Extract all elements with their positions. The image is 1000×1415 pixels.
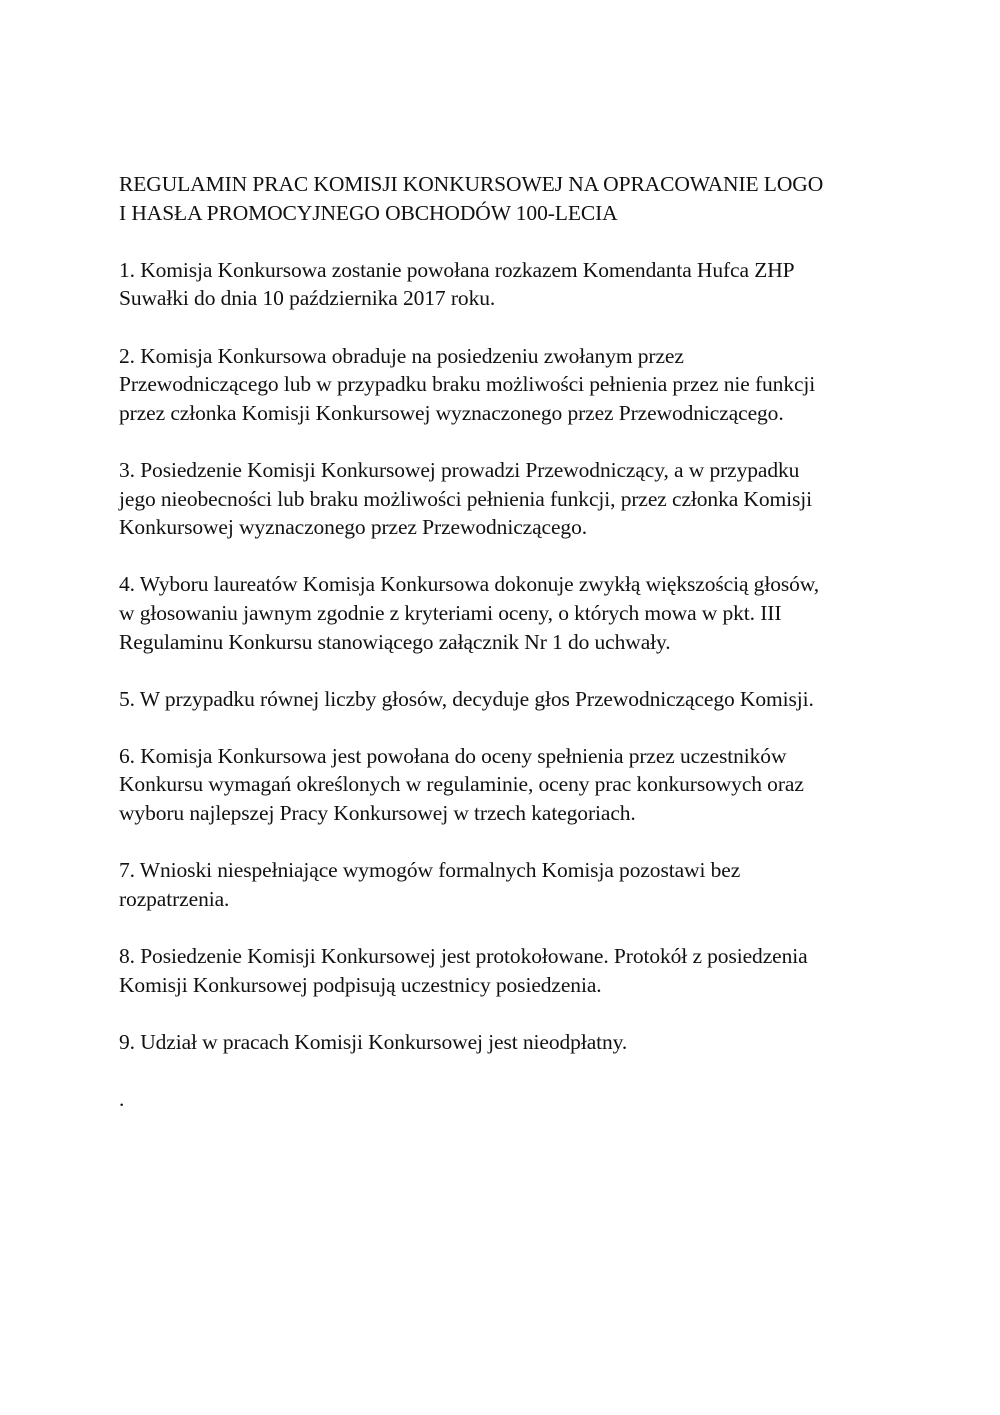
- paragraph-line: Konkursu wymagań określonych w regulaminie, oceny prac konkursowych oraz: [119, 772, 804, 797]
- paragraph-line: 8. Posiedzenie Komisji Konkursowej jest protokołowane. Protokół z posiedzenia: [119, 944, 808, 969]
- paragraph-line: jego nieobecności lub braku możliwości pełnienia funkcji, przez członka Komisji: [119, 486, 813, 511]
- paragraph-line: 4. Wyboru laureatów Komisja Konkursowa dokonuje zwykłą większością głosów,: [119, 572, 820, 597]
- paragraph-1: [119, 256, 899, 313]
- paragraph-line: przez członka Komisji Konkursowej wyznaczonego przez Przewodniczącego.: [119, 400, 784, 425]
- paragraph-line: 6. Komisja Konkursowa jest powołana do oceny spełnienia przez uczestników: [119, 743, 787, 768]
- paragraph-line: 7. Wnioski niespełniające wymogów formalnych Komisja pozostawi bez: [119, 858, 741, 883]
- paragraph-line: w głosowaniu jawnym zgodnie z kryteriami oceny, o których mowa w pkt. III: [119, 600, 782, 625]
- paragraph-line: wyboru najlepszej Pracy Konkursowej w trzech kategoriach.: [119, 801, 636, 826]
- paragraph-3: [119, 456, 899, 542]
- paragraph-line: Komisji Konkursowej podpisują uczestnicy posiedzenia.: [119, 972, 602, 997]
- paragraph-line: Regulaminu Konkursu stanowiącego załącznik Nr 1 do uchwały.: [119, 629, 671, 654]
- paragraph-5: [119, 685, 899, 714]
- paragraph-line: 1. Komisja Konkursowa zostanie powołana rozkazem Komendanta Hufca ZHP: [119, 257, 795, 282]
- paragraph-line: 9. Udział w pracach Komisji Konkursowej jest nieodpłatny.: [119, 1029, 628, 1054]
- title-line: REGULAMIN PRAC KOMISJI KONKURSOWEJ NA OPRACOWANIE LOGO: [119, 172, 824, 196]
- paragraph-2: [119, 342, 899, 428]
- paragraph-7: [119, 856, 899, 913]
- trailing-mark: .: [119, 1087, 125, 1111]
- document-title: [119, 170, 899, 227]
- paragraph-line: 2. Komisja Konkursowa obraduje na posiedzeniu zwołanym przez: [119, 343, 684, 368]
- paragraph-line: Suwałki do dnia 10 października 2017 roku.: [119, 286, 496, 311]
- paragraph-4: [119, 570, 899, 656]
- paragraph-line: 3. Posiedzenie Komisji Konkursowej prowadzi Przewodniczący, a w przypadku: [119, 457, 800, 482]
- paragraph-9: [119, 1028, 899, 1057]
- paragraph-6: [119, 742, 899, 828]
- paragraph-8: [119, 942, 899, 999]
- paragraph-line: 5. W przypadku równej liczby głosów, decyduje głos Przewodniczącego Komisji.: [119, 686, 814, 711]
- title-line: I HASŁA PROMOCYJNEGO OBCHODÓW 100-LECIA: [119, 200, 618, 225]
- paragraph-line: Konkursowej wyznaczonego przez Przewodniczącego.: [119, 515, 587, 540]
- paragraph-line: rozpatrzenia.: [119, 886, 230, 911]
- document-body: [119, 170, 899, 1114]
- paragraph-line: Przewodniczącego lub w przypadku braku możliwości pełnienia przez nie funkcji: [119, 372, 816, 397]
